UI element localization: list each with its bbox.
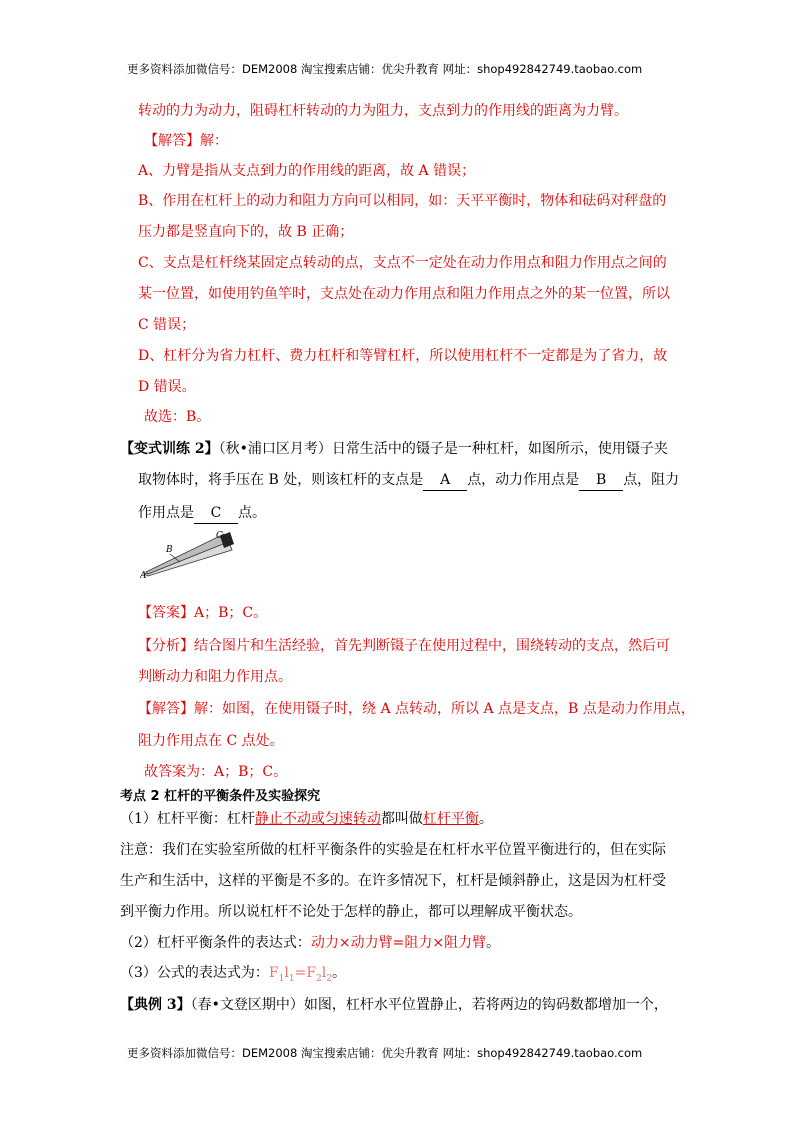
formula-end: 。 (332, 965, 346, 981)
formula-line (120, 963, 346, 989)
text-line-1: 转动的力为动力，阻碍杠杆转动的力为阻力，支点到力的作用线的距离为力臂。 (138, 103, 628, 119)
exercise-2-line-2 (138, 470, 679, 491)
exercise-2-text-b: 点，动力作用点是 (467, 472, 580, 488)
answer-line: 【答案】A；B；C。 (138, 605, 268, 621)
definition-text-a: （1）杠杆平衡：杠杆 (120, 811, 255, 827)
page-footer: 更多资料添加微信号：DEM2008 淘宝搜索店铺：优尖升教育 网址：shop492842749.taobao.com (127, 1046, 643, 1060)
condition-text: （2）杠杆平衡条件的表达式： (120, 935, 311, 951)
definition-keyword-2: 杠杆平衡 (422, 811, 479, 827)
exercise-2-text-d: 作用点是 (138, 505, 194, 521)
analysis-line-2: 判断动力和阻力作用点。 (138, 669, 292, 685)
solution-line-2: 阻力作用点在 C 点处。 (138, 733, 284, 749)
exercise-2-text-c: 点，阻力 (623, 472, 680, 488)
answer-blank-load: C (194, 503, 238, 524)
formula-expression: $F_1l_1=F_2l_2$ (268, 965, 332, 984)
solution-line: 【解答】解：如图，在使用镊子时，绕 A 点转动，所以 A 点是支点，B 点是动力作用点， (138, 701, 695, 717)
exercise-2-line-3 (138, 503, 266, 524)
exercise-2-tag: 【变式训练 2】 (120, 441, 219, 457)
definition-text-b: 都叫做 (380, 811, 423, 827)
final-answer-line: 故答案为：A；B；C。 (144, 764, 288, 780)
option-a-line: A、力臂是指从支点到力的作用线的距离，故 A 错误； (138, 163, 476, 179)
condition-line (120, 933, 500, 953)
example-3-tag: 【典例 3】 (120, 997, 191, 1013)
note-line: 注意：我们在实验室所做的杠杆平衡条件的实验是在杠杆水平位置平衡进行的，但在实际 (120, 842, 666, 858)
label-c: C (216, 531, 223, 541)
definition-keyword-1: 静止不动或匀速转动 (254, 811, 381, 827)
formula-text: （3）公式的表达式为： (120, 965, 269, 981)
solution-heading: 【解答】解： (144, 133, 228, 149)
example-3-text: （春•文登区期中）如图，杠杆水平位置静止，若将两边的钩码数都增加一个， (190, 997, 668, 1013)
analysis-line: 【分析】结合图片和生活经验，首先判断镊子在使用过程中，围绕转动的支点，然后可 (138, 638, 670, 654)
page-header: 更多资料添加微信号：DEM2008 淘宝搜索店铺：优尖升教育 网址：shop492842749.taobao.com (127, 62, 643, 76)
option-b-line: B、作用在杠杆上的动力和阻力方向可以相同，如：天平平衡时，物体和砝码对秤盘的 (138, 193, 667, 209)
section-heading: 考点 2 杠杆的平衡条件及实验探究 (120, 789, 321, 804)
note-line-3: 到平衡力作用。所以说杠杆不论处于怎样的静止，都可以理解成平衡状态。 (120, 904, 582, 920)
exercise-2-text-a: 取物体时，将手压在 B 处，则该杠杆的支点是 (138, 472, 424, 488)
option-c-line-3: C 错误； (138, 317, 196, 333)
definition-text-c: 。 (478, 811, 493, 827)
exercise-2-prompt (120, 439, 668, 459)
exercise-2-text: （秋•浦口区月考）日常生活中的镊子是一种杠杆，如图所示，使用镊子夹 (218, 441, 668, 457)
answer-blank-fulcrum: A (423, 470, 467, 491)
tweezers-figure (140, 528, 240, 584)
choice-answer: 故选：B。 (144, 409, 211, 425)
note-line-2: 生产和生活中，这样的平衡是不多的。在许多情况下，杠杆是倾斜静止，这是因为杠杆受 (120, 873, 666, 889)
example-3-prompt (120, 995, 668, 1015)
option-c-line-2: 某一位置，如使用钓鱼竿时，支点处在动力作用点和阻力作用点之外的某一位置，所以 (138, 286, 670, 302)
label-a: A (140, 571, 147, 581)
option-d-line: D、杠杆分为省力杠杆、费力杠杆和等臂杠杆，所以使用杠杆不一定都是为了省力，故 (138, 348, 668, 364)
option-d-line-2: D 错误。 (138, 379, 196, 395)
definition-line (120, 809, 493, 829)
option-b-line-2: 压力都是竖直向下的，故 B 正确； (138, 224, 354, 240)
condition-end: 。 (486, 935, 501, 951)
exercise-2-text-e: 点。 (238, 505, 266, 521)
condition-formula: 动力×动力臂=阻力×阻力臂 (310, 935, 487, 951)
answer-blank-effort: B (579, 470, 623, 491)
option-c-line: C、支点是杠杆绕某固定点转动的点，支点不一定处在动力作用点和阻力作用点之间的 (138, 255, 667, 271)
label-b: B (166, 545, 173, 555)
